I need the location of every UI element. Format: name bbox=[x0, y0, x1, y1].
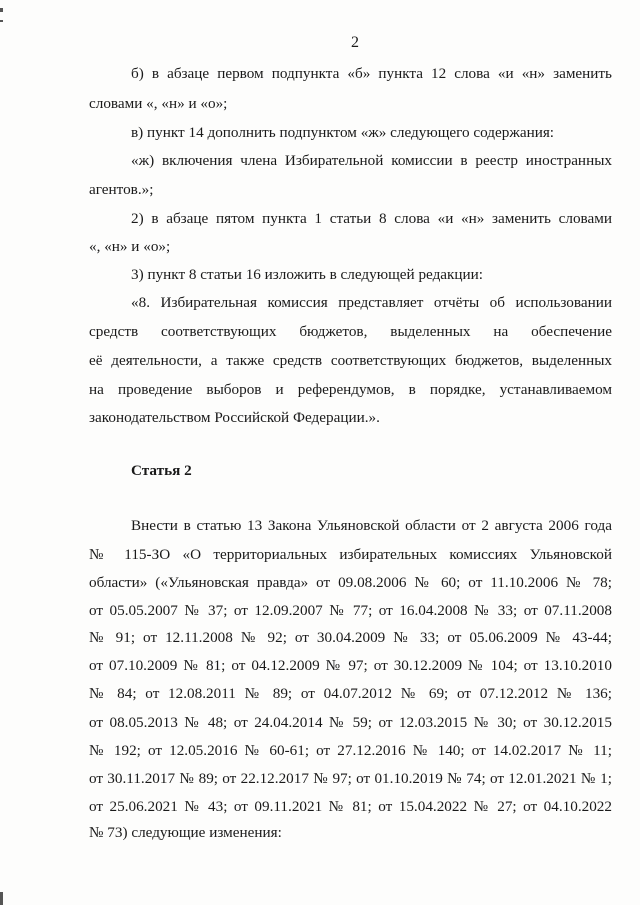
text-line: от 07.10.2009 № 81; от 04.12.2009 № 97; от 30.12.2009 № 104; от 13.10.2010 bbox=[89, 657, 612, 674]
text-line: от 05.05.2007 № 37; от 12.09.2007 № 77; от 16.04.2008 № 33; от 07.11.2008 bbox=[89, 602, 612, 619]
text-line: «8. Избирательная комиссия представляет отчёты об использовании bbox=[131, 294, 612, 311]
text-line: № 73) следующие изменения: bbox=[89, 824, 282, 841]
text-line: «, «н» и «о»; bbox=[89, 238, 171, 255]
article-2-heading: Статья 2 bbox=[131, 462, 192, 479]
text-line: в) пункт 14 дополнить подпунктом «ж» следующего содержания: bbox=[131, 124, 555, 141]
text-line: б) в абзаце первом подпункта «б» пункта 12 слова «и «н» заменить bbox=[131, 65, 612, 82]
text-line: № 192; от 12.05.2016 № 60-61; от 27.12.2016 № 140; от 14.02.2017 № 11; bbox=[89, 742, 612, 759]
text-line: № 84; от 12.08.2011 № 89; от 04.07.2012 № 69; от 07.12.2012 № 136; bbox=[89, 685, 612, 702]
text-line: области» («Ульяновская правда» от 09.08.2006 № 60; от 11.10.2006 № 78; bbox=[89, 574, 612, 591]
text-line: 2) в абзаце пятом пункта 1 статьи 8 слова «и «н» заменить словами bbox=[131, 210, 612, 227]
text-line: от 25.06.2021 № 43; от 09.11.2021 № 81; от 15.04.2022 № 27; от 04.10.2022 bbox=[89, 798, 612, 815]
text-line: на проведение выборов и референдумов, в порядке, устанавливаемом bbox=[89, 381, 612, 398]
text-line: агентов.»; bbox=[89, 181, 154, 198]
scan-edge-mark bbox=[0, 8, 3, 12]
text-line: «ж) включения члена Избирательной комиссии в реестр иностранных bbox=[131, 152, 612, 169]
text-line: словами «, «н» и «о»; bbox=[89, 95, 228, 112]
text-line: законодательством Российской Федерации.». bbox=[89, 409, 380, 426]
text-line: Внести в статью 13 Закона Ульяновской области от 2 августа 2006 года bbox=[131, 517, 612, 534]
text-line: № 91; от 12.11.2008 № 92; от 30.04.2009 № 33; от 05.06.2009 № 43-44; bbox=[89, 629, 612, 646]
text-line: её деятельности, а также средств соответствующих бюджетов, выделенных bbox=[89, 352, 612, 369]
text-line: от 08.05.2013 № 48; от 24.04.2014 № 59; от 12.03.2015 № 30; от 30.12.2015 bbox=[89, 714, 612, 731]
text-line: № 115-ЗО «О территориальных избирательных комиссиях Ульяновской bbox=[89, 546, 612, 563]
text-line: от 30.11.2017 № 89; от 22.12.2017 № 97; от 01.10.2019 № 74; от 12.01.2021 № 1; bbox=[89, 770, 612, 787]
text-line: средств соответствующих бюджетов, выделенных на обеспечение bbox=[89, 323, 612, 340]
scan-edge-mark bbox=[0, 892, 3, 905]
text-line: 3) пункт 8 статьи 16 изложить в следующей редакции: bbox=[131, 266, 484, 283]
scan-edge-mark bbox=[0, 20, 3, 22]
page-number: 2 bbox=[351, 34, 359, 51]
